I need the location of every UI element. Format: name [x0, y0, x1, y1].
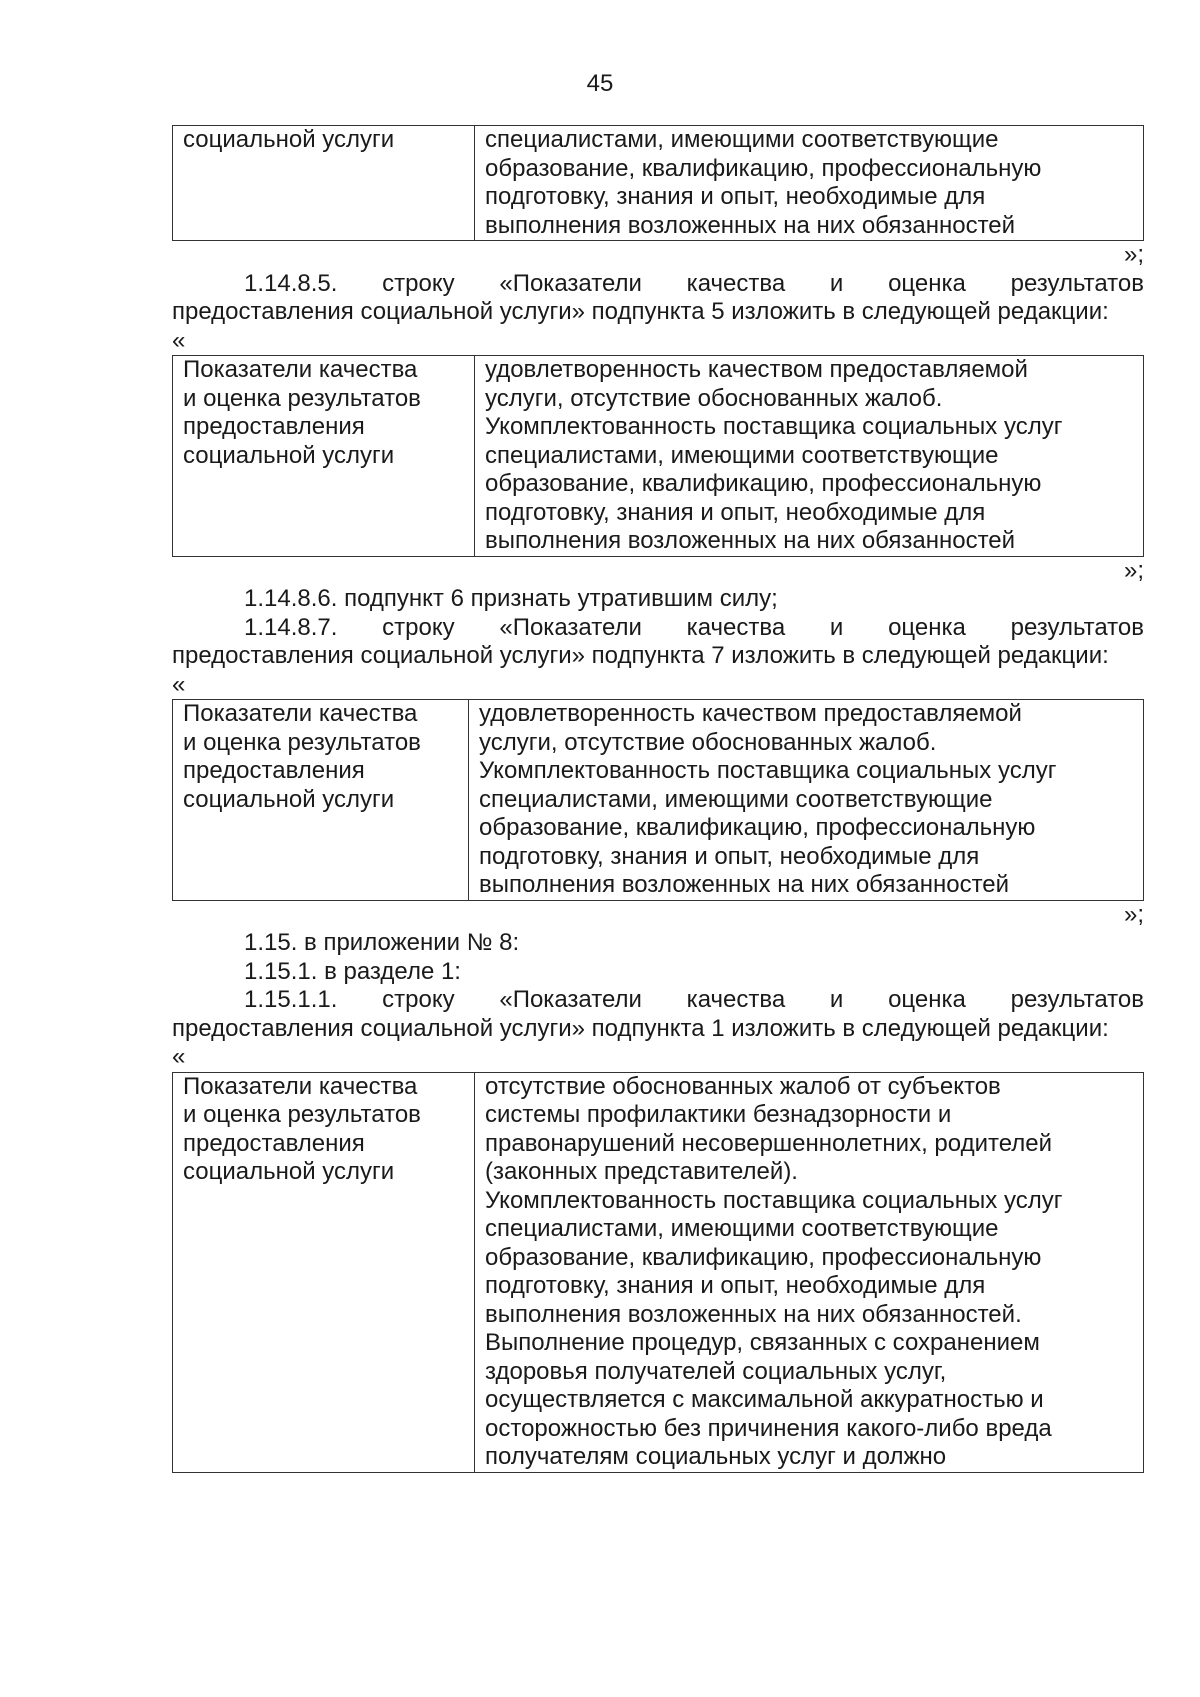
table-cell-value: отсутствие обоснованных жалоб от субъектов системы профилактики безнадзорности и правонарушений несовершеннолетних, родителей (законных представителей). Укомплектованность поставщика социальных услуг специалистами, имеющими соответствующие образование, квалификацию, профессиональную подготовку, знания и опыт, необходимые для выполнения возложенных на них обязанностей. Выполнение процедур, связанных с сохранением здоровья получателей социальных услуг, осуществляется с максимальной аккуратностью и осторожностью без причинения какого-либо вреда получателям социальных услуг и должно [475, 1072, 1144, 1472]
paragraph-1-14-8-6: 1.14.8.6. подпункт 6 признать утратившим силу; [244, 585, 778, 612]
paragraph-1-14-8-5-line1: 1.14.8.5. строку «Показатели качества и оценка результатов [244, 269, 1144, 297]
closing-quote: »; [1123, 556, 1144, 584]
table-quality-indicators-5 [172, 355, 1144, 557]
table-row [173, 126, 1144, 241]
closing-quote: »; [1123, 241, 1144, 268]
table-row [173, 1072, 1144, 1472]
paragraph-1-14-8-7-line1: 1.14.8.7. строку «Показатели качества и оценка результатов [244, 613, 1144, 641]
table-continued [172, 125, 1144, 241]
table-cell-label: Показатели качества и оценка результатов предоставления социальной услуги [173, 1072, 475, 1472]
table-row [173, 356, 1144, 557]
table-cell-value: специалистами, имеющими соответствующие образование, квалификацию, профессиональную подготовку, знания и опыт, необходимые для выполнения возложенных на них обязанностей [475, 126, 1144, 241]
opening-quote: « [172, 326, 186, 354]
opening-quote: « [172, 1043, 186, 1070]
page-number: 45 [586, 70, 614, 97]
paragraph-1-14-8-7-body: предоставления социальной услуги» подпункта 7 изложить в следующей редакции: [172, 642, 1109, 669]
closing-quote: »; [1123, 900, 1144, 928]
table-cell-label: социальной услуги [173, 126, 475, 241]
table-cell-label: Показатели качества и оценка результатов предоставления социальной услуги [173, 356, 475, 557]
paragraph-1-15-1: 1.15.1. в разделе 1: [244, 957, 461, 985]
paragraph-1-15-1-1-line1: 1.15.1.1. строку «Показатели качества и оценка результатов [244, 986, 1144, 1013]
document-body [172, 125, 1144, 1473]
table-quality-indicators-7 [172, 699, 1144, 901]
paragraph-1-15: 1.15. в приложении № 8: [244, 929, 520, 956]
opening-quote: « [172, 670, 186, 698]
table-cell-label: Показатели качества и оценка результатов предоставления социальной услуги [173, 700, 469, 901]
table-quality-indicators-8-1 [172, 1072, 1144, 1473]
table-row [173, 700, 1144, 901]
paragraph-1-15-1-1-body: предоставления социальной услуги» подпункта 1 изложить в следующей редакции: [172, 1014, 1109, 1042]
paragraph-1-14-8-5-body: предоставления социальной услуги» подпункта 5 изложить в следующей редакции: [172, 298, 1109, 325]
table-cell-value: удовлетворенность качеством предоставляемой услуги, отсутствие обоснованных жалоб. Укомплектованность поставщика социальных услуг специалистами, имеющими соответствующие образование, квалификацию, профессиональную подготовку, знания и опыт, необходимые для выполнения возложенных на них обязанностей [469, 700, 1144, 901]
table-cell-value: удовлетворенность качеством предоставляемой услуги, отсутствие обоснованных жалоб. Укомплектованность поставщика социальных услуг специалистами, имеющими соответствующие образование, квалификацию, профессиональную подготовку, знания и опыт, необходимые для выполнения возложенных на них обязанностей [475, 356, 1144, 557]
